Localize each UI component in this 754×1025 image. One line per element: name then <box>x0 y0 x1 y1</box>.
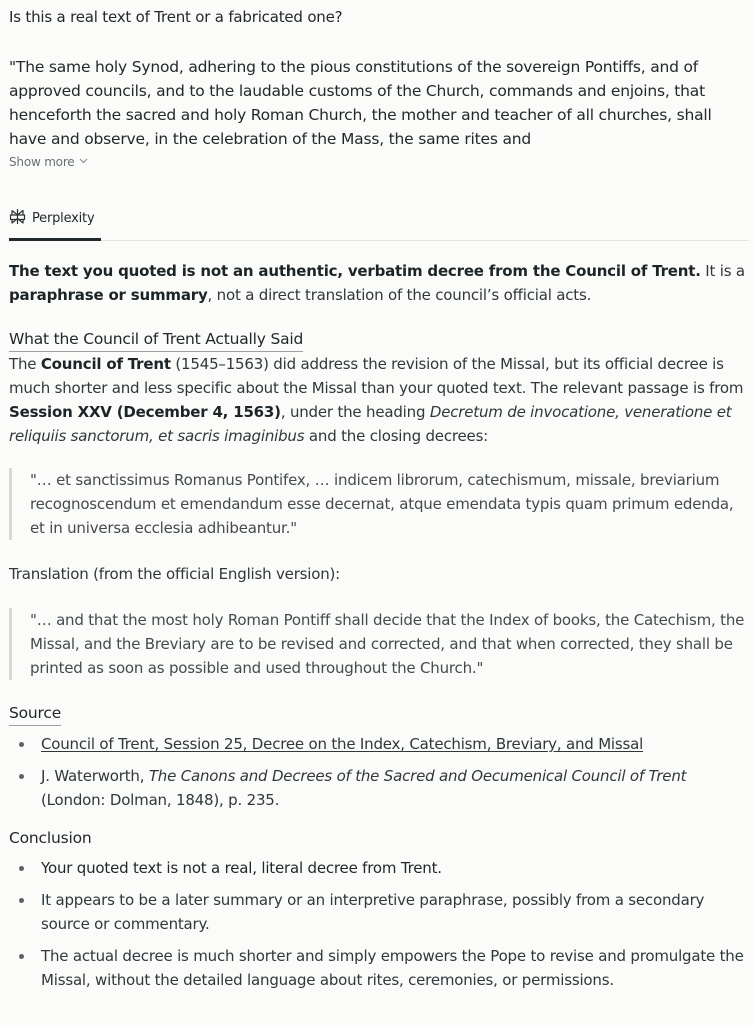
show-more-label: Show more <box>9 155 75 169</box>
translation-heading: Translation (from the official English version): <box>9 565 341 583</box>
perplexity-icon <box>9 208 26 229</box>
section-what-trent-said-heading <box>9 327 751 352</box>
tab-perplexity-label: Perplexity <box>32 210 95 226</box>
list-item <box>9 732 751 756</box>
s1-text-4: and the closing decrees: <box>304 427 489 445</box>
s1-italic-heading: Decretum de invocatione, veneratione et reliquiis sanctorum, et sacris imaginibus <box>9 403 732 445</box>
latin-quote: "… et sanctissimus Romanus Pontifex, … indicem librorum, catechismum, missale, breviarium recognoscendum et emendandum esse decernat, atque emendata typis quam primum edenda, et in universa ecclesia adhibeantur." <box>9 468 751 540</box>
source2-text-1: J. Waterworth, <box>41 767 149 785</box>
answer-tabbar <box>9 196 749 241</box>
list-item <box>9 944 751 992</box>
source2-text-2: (London: Dolman, 1848), p. 235. <box>41 791 280 809</box>
answer-intro <box>9 259 751 307</box>
source-heading <box>9 701 751 726</box>
s1-text-3: , under the heading <box>280 403 430 421</box>
source-link-council[interactable]: Council of Trent, Session 25, Decree on the Index, Catechism, Breviary, and Missal <box>41 735 644 753</box>
intro-text-2: , not a direct translation of the council’s official acts. <box>207 286 592 304</box>
intro-bold-verdict: The text you quoted is not an authentic, verbatim decree from the Council of Trent. <box>9 262 701 280</box>
intro-text-1: It is a <box>700 262 745 280</box>
question-body: "The same holy Synod, adhering to the pious constitutions of the sovereign Pontiffs, and of approved councils, and to the laudable customs of the Church, commands and enjoins, that henceforth the sacred and holy Roman Church, the mother and teacher of all churches, shall have and observe, in the celebration of the Mass, the same rites and <box>9 58 712 147</box>
source2-italic-title: The Canons and Decrees of the Sacred and Oecumenical Council of Trent <box>148 767 687 785</box>
conclusion-title: Conclusion <box>9 829 92 847</box>
conclusion-item-3: The actual decree is much shorter and simply empowers the Pope to revise and promulgate the Missal, without the detailed language about rites, ceremonies, or permissions. <box>41 947 744 989</box>
conclusion-item-2: It appears to be a later summary or an interpretive paraphrase, possibly from a secondary source or commentary. <box>41 891 705 933</box>
question-title: Is this a real text of Trent or a fabricated one? <box>9 8 343 26</box>
s1-bold-council: Council of Trent <box>40 355 171 373</box>
list-item <box>9 888 751 936</box>
chevron-down-icon <box>79 157 88 167</box>
section-what-trent-said-body <box>9 352 751 448</box>
source-title: Source <box>9 701 61 726</box>
active-tab-indicator <box>9 238 101 241</box>
show-more-button[interactable] <box>9 155 88 169</box>
s1-bold-session: Session XXV (December 4, 1563) <box>9 403 281 421</box>
conclusion-list <box>9 856 751 992</box>
intro-bold-paraphrase: paraphrase or summary <box>9 286 208 304</box>
source-list <box>9 732 751 812</box>
section-title: What the Council of Trent Actually Said <box>9 327 303 352</box>
s1-text-2: (1545–1563) did address the revision of the Missal, but its official decree is much shorter and less specific about the Missal than your quoted text. The relevant passage is from <box>9 355 744 397</box>
conclusion-heading <box>9 826 751 850</box>
conclusion-item-1: Your quoted text is not a real, literal decree from Trent. <box>41 859 442 877</box>
answer-body <box>9 259 751 1000</box>
tab-perplexity[interactable] <box>9 196 101 240</box>
s1-text-1: The <box>9 355 41 373</box>
list-item <box>9 856 751 880</box>
english-quote: "… and that the most holy Roman Pontiff shall decide that the Index of books, the Catechism, the Missal, and the Breviary are to be revised and corrected, and that when corrected, they shall be printed as soon as possible and used throughout the Church." <box>9 608 751 680</box>
list-item <box>9 764 751 812</box>
